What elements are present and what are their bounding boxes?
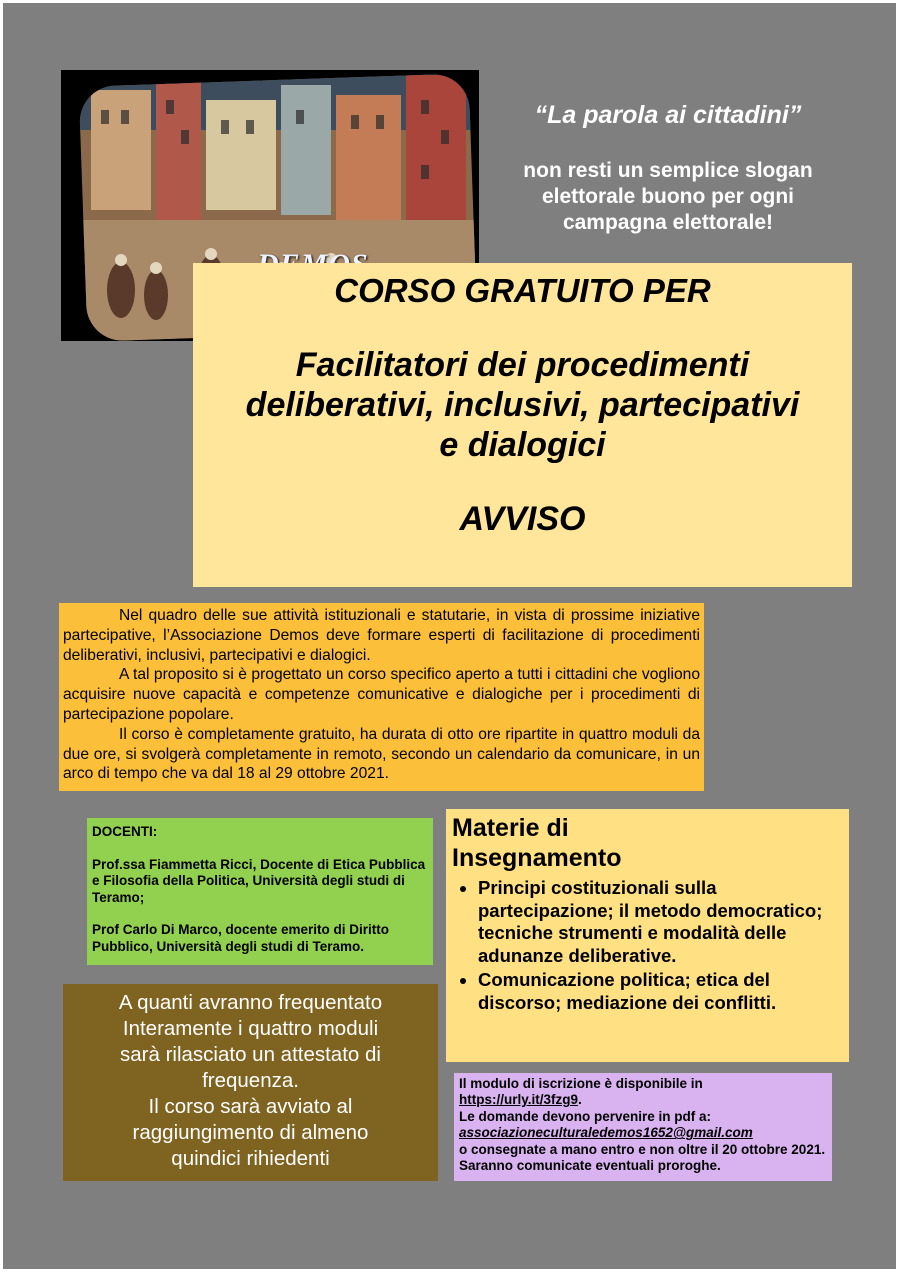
subjects-title: Insegnamento — [452, 844, 622, 872]
teachers-box — [87, 818, 433, 965]
certificate-line: Il corso sarà avviato al — [148, 1095, 353, 1118]
slogan-line: campagna elettorale! — [562, 211, 774, 234]
poster — [3, 3, 896, 1269]
registration-link-row — [459, 1092, 827, 1108]
certificate-line: frequenza. — [202, 1069, 299, 1092]
certificate-box — [63, 984, 438, 1181]
subjects-box — [446, 809, 849, 1062]
certificate-line: A quanti avranno frequentato — [118, 991, 383, 1014]
registration-pdf-note: Le domande devono pervenire in pdf a: — [459, 1108, 712, 1124]
teacher-entry: Prof Carlo Di Marco, docente emerito di Diritto Pubblico, Università degli studi di Teramo. — [92, 922, 390, 954]
registration-deadline: o consegnate a mano entro e non oltre il 20 ottobre 2021. Saranno comunicate eventuali proroghe. — [459, 1141, 826, 1174]
teachers-heading: DOCENTI: — [92, 824, 158, 839]
subject-item: • Comunicazione politica; etica del discorso; mediazione dei conflitti. — [478, 969, 843, 1014]
subject-item: • Principi costituzionali sulla partecipazione; il metodo democratico; tecniche strumenti e modalità delle adunanze deliberative. — [478, 877, 843, 967]
subjects-title: Materie di — [452, 814, 569, 842]
notice-box — [59, 603, 704, 791]
headline-avviso: AVVISO — [459, 500, 586, 538]
teacher-entry: Prof.ssa Fiammetta Ricci, Docente di Etica Pubblica e Filosofia della Politica, Università degli studi di Teramo; — [92, 856, 426, 905]
headline-course: CORSO GRATUITO PER — [334, 272, 711, 309]
notice-paragraph: Nel quadro delle sue attività istituzionali e statutarie, in vista di prossime iniziative partecipative, l’Associazione Demos deve formare esperti di facilitazione di procedimenti deliberativi, inclusivi, partecipativi e dialogici. — [63, 607, 700, 664]
headline-title-line: Facilitatori dei procedimenti — [295, 346, 750, 384]
slogan-line: elettorale buono per ogni — [541, 185, 794, 208]
headline-box — [193, 263, 852, 587]
certificate-line: sarà rilasciato un attestato di — [120, 1043, 381, 1066]
certificate-line: raggiungimento di almeno — [132, 1121, 369, 1144]
registration-intro: Il modulo di iscrizione è disponibile in — [459, 1076, 703, 1091]
headline-title-line: deliberativi, inclusivi, partecipativi — [245, 386, 800, 424]
slogan-line: non resti un semplice slogan — [523, 159, 813, 182]
subjects-list — [452, 877, 843, 1014]
headline-title — [193, 345, 852, 465]
certificate-line: quindici rihiedenti — [171, 1147, 330, 1170]
registration-email-link[interactable]: associazioneculturaledemos1652@gmail.com — [459, 1125, 753, 1141]
registration-link[interactable]: https://urly.it/3fzg9 — [459, 1092, 579, 1108]
notice-paragraph: Il corso è completamente gratuito, ha durata di otto ore ripartite in quattro moduli da due ore, si svolgerà completamente in remoto, secondo un calendario da comunicare, in un arco di tempo che va dal 18 al 29 ottobre 2021. — [63, 725, 700, 783]
notice-paragraph: A tal proposito si è progettato un corso specifico aperto a tutti i cittadini che vogliono acquisire nuove capacità e competenze comunicative e dialogiche per i procedimenti di partecipazione popolare. — [63, 666, 700, 723]
slogan — [483, 101, 853, 236]
slogan-quote: “La parola ai cittadini” — [534, 101, 802, 129]
registration-box — [454, 1073, 832, 1181]
headline-title-line: e dialogici — [439, 426, 606, 464]
registration-link-period: . — [578, 1092, 582, 1108]
certificate-line: Interamente i quattro moduli — [122, 1017, 379, 1040]
